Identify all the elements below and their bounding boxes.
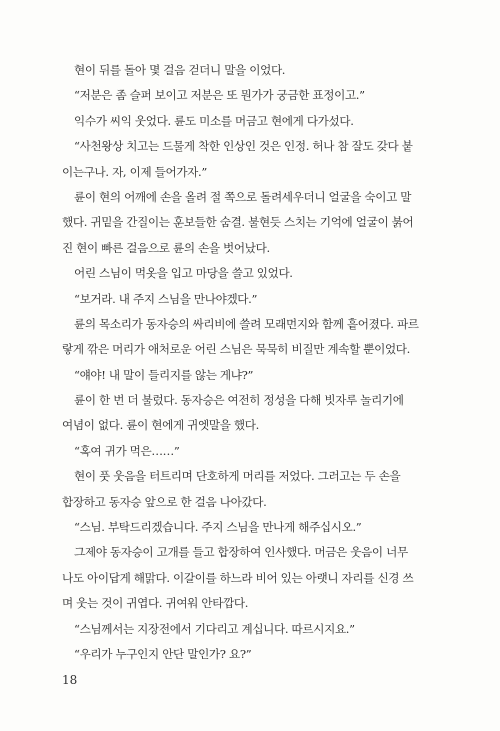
text-line: 익수가 씨익 웃었다. 륜도 미소를 머금고 현에게 다가섰다. [74,113,354,128]
text-line: 그제야 동자승이 고개를 들고 합장하여 인사했다. 머금은 웃음이 너무 [74,545,408,560]
text-line: 륜이 한 번 더 불렀다. 동자승은 여전히 정성을 다해 빗자루 놀리기에 [74,393,404,408]
text-line: 합장하고 동자승 앞으로 한 걸음 나아갔다. [62,494,267,509]
text-line: 나도 아이답게 해맑다. 이갈이를 하느라 비어 있는 아랫니 자리를 신경 쓰 [62,570,414,585]
text-line: 했다. 귀밑을 간질이는 훈보들한 숨결. 불현듯 스치는 기억에 얼굴이 붉어 [62,215,414,230]
text-line: 륜의 목소리가 동자승의 싸리비에 쓸려 모래먼지와 함께 흩어졌다. 파르 [74,316,419,331]
text-line: “스님. 부탁드리겠습니다. 주지 스님을 만나게 해주십시오.” [74,520,362,535]
text-line: 륜이 현의 어깨에 손을 올려 절 쪽으로 돌려세우더니 얼굴을 숙이고 말 [74,189,412,204]
text-line: 이는구나. 자, 이제 들어가자.” [62,164,207,179]
text-line: “스님께서는 지장전에서 기다리고 계십니다. 따르시지요.” [74,621,355,636]
text-line: 며 웃는 것이 귀엽다. 귀여워 안타깝다. [62,596,249,611]
text-line: “저분은 좀 슬퍼 보이고 저분은 또 뭔가가 궁금한 표정이고.” [74,88,365,103]
text-line: 진 현이 빠른 걸음으로 륜의 손을 벗어났다. [62,240,270,255]
page-number: 18 [62,673,78,687]
text-line: 어린 스님이 먹옷을 입고 마당을 쓸고 있었다. [74,266,293,281]
text-line: 여념이 없다. 륜이 현에게 귀엣말을 했다. [62,418,259,433]
text-line: “우리가 누구인지 안단 말인가? 요?” [74,646,252,661]
text-line: 현이 풋 웃음을 터트리며 단호하게 머리를 저었다. 그러고는 두 손을 [74,469,401,484]
body-text [62,58,447,667]
text-line: “사천왕상 치고는 드물게 착한 인상인 것은 인정. 허나 참 잘도 갖다 붙 [74,139,413,154]
text-line: “혹여 귀가 먹은……” [74,443,180,458]
text-line: 현이 뒤를 돌아 몇 걸음 걷더니 말을 이었다. [74,63,286,77]
text-line: 랗게 깎은 머리가 애처로운 어린 스님은 묵묵히 비질만 계속할 뿐이었다. [62,342,410,357]
text-line: “얘야! 내 말이 들리지를 않는 게냐?” [74,367,254,382]
text-line: “보거라. 내 주지 스님을 만나야겠다.” [74,291,258,306]
